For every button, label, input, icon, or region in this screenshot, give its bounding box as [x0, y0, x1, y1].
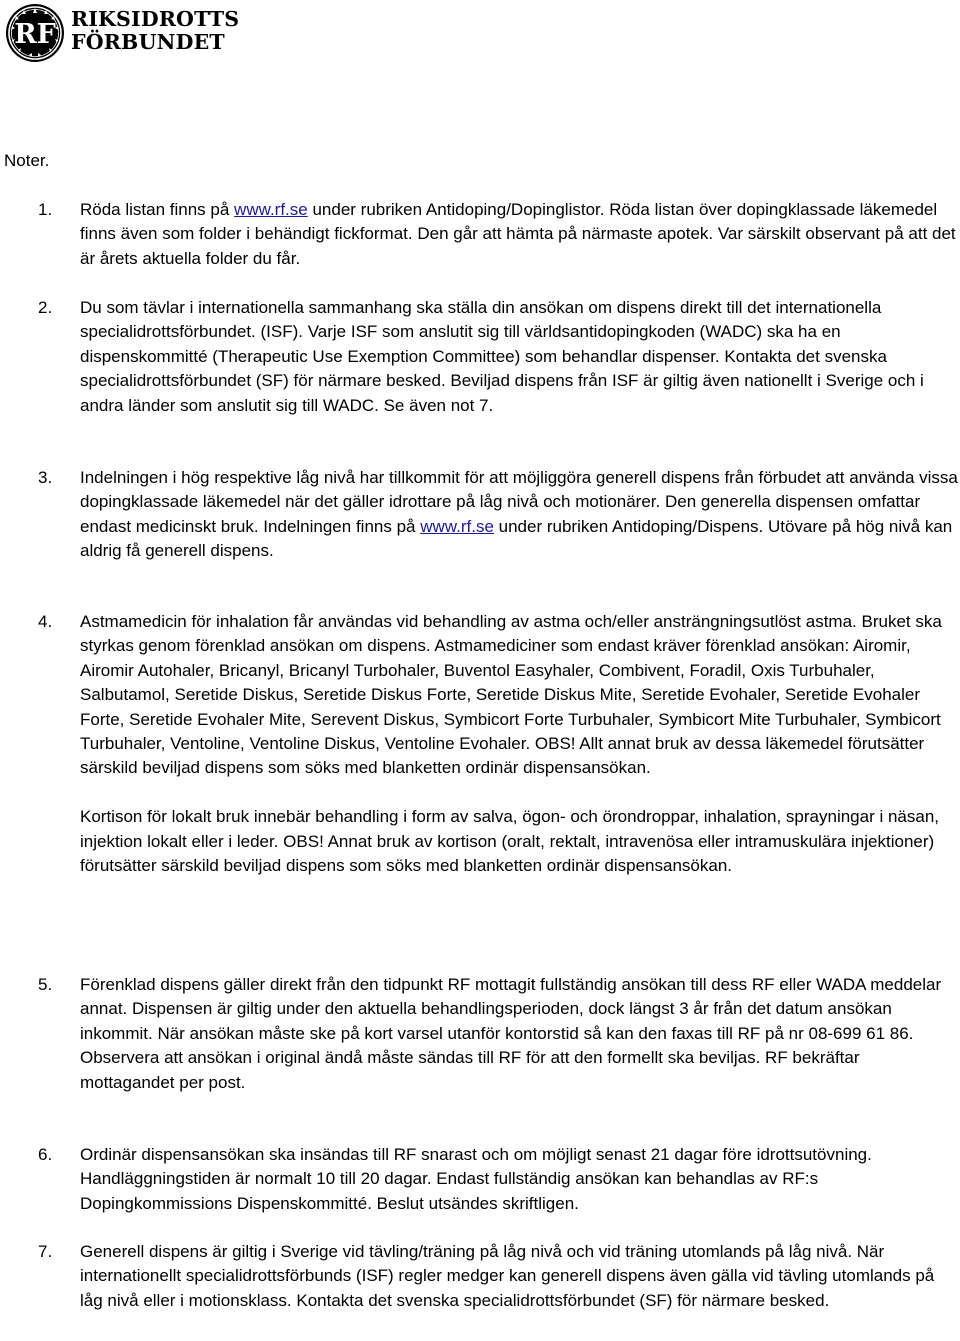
rf-website-link[interactable]: www.rf.se — [234, 200, 308, 219]
page-heading: Noter. — [4, 151, 50, 170]
note-number: 3. — [38, 468, 53, 487]
note-text: Ordinär dispensansökan ska insändas till RF snarast och om möjligt senast 21 dagar före idrottsutövning. Handläggningstiden är normalt 10 till 20 dagar. Endast fullständig ansökan kan behandlas av RF:s Dopingkommissions Dispenskommitté. Beslut utsändes skriftligen. — [80, 1145, 872, 1213]
notes-list — [38, 198, 958, 1310]
note-number: 1. — [38, 200, 53, 219]
note-text-cortisone: Kortison för lokalt bruk innebär behandling i form av salva, ögon- och örondroppar, inhalation, sprayningar i näsan, injektion lokalt eller i leder. OBS! Annat bruk av kortison (oralt, rektalt, intravenösa eller intramuskulära injektioner) förutsätter särskild beviljad dispens som söks med blanketten ordinär dispensansökan. — [80, 807, 940, 876]
note-number: 7. — [38, 1242, 53, 1261]
logo-line-2: FÖRBUNDET — [71, 30, 225, 54]
note-text: Röda listan finns på www.rf.se under rubriken Antidoping/Dopinglistor. Röda listan över dopingklassade läkemedel finns även som folder i behändigt fickformat. Den går att hämta på närmaste apotek. Var särskilt observant på att det är årets aktuella folder du får. — [80, 200, 956, 268]
note-text: Indelningen i hög respektive låg nivå har tillkommit för att möjliggöra generell dispens från förbudet att använda vissa dopingklassade läkemedel när det gäller idrottare på låg nivå och motionärer. Den generella dispensen omfattar endast medicinskt bruk. Indelningen finns på www.rf.se under rubriken Antidoping/Dispens. Utövare på hög nivå kan aldrig få generell dispens. — [80, 468, 958, 561]
note-4 — [38, 610, 958, 878]
note-2 — [38, 296, 958, 418]
note-text: Förenklad dispens gäller direkt från den tidpunkt RF mottagit fullständig ansökan till dess RF eller WADA meddelar annat. Dispensen är giltig under den aktuella behandlingsperioden, dock längst 3 år från det datum ansökan inkommit. När ansökan måste ske på kort varsel utanför kontorstid så kan den faxas till RF på nr 08-699 61 86. Observera att ansökan i original ändå måste sändas till RF för att den formellt ska beviljas. RF bekräftar mottagandet per post. — [80, 975, 942, 1092]
note-text: Du som tävlar i internationella sammanhang ska ställa din ansökan om dispens direkt till det internationella specialidrottsförbundet. (ISF). Varje ISF som anslutit sig till världsantidopingkoden (WADC) ska ha en dispenskommitté (Therapeutic Use Exemption Committee) som behandlar dispenser. Kontakta det svenska specialidrottsförbundet (SF) för närmare besked. Beviljad dispens från ISF är giltig även nationellt i Sverige och i andra länder som anslutit sig till WADC. Se även not 7. — [80, 298, 924, 415]
note-1 — [38, 198, 958, 271]
note-number: 6. — [38, 1145, 53, 1164]
riksidrottsforbundet-logo — [4, 2, 240, 64]
rf-emblem-icon — [4, 2, 66, 64]
note-text: Astmamedicin för inhalation får användas vid behandling av astma och/eller ansträngningsutlöst astma. Bruket ska styrkas genom förenklad ansökan om dispens. Astmamediciner som endast kräver förenklad ansökan: Airomir, Airomir Autohaler, Bricanyl, Bricanyl Turbohaler, Buventol Easyhaler, Combivent, Foradil, Oxis Turbuhaler, Salbutamol, Seretide Diskus, Seretide Diskus Forte, Seretide Diskus Mite, Seretide Evohaler, Seretide Evohaler Forte, Seretide Evohaler Mite, Serevent Diskus, Symbicort Forte Turbuhaler, Symbicort Mite Turbuhaler, Symbicort Turbuhaler, Ventoline, Ventoline Diskus, Ventoline Evohaler. OBS! Allt annat bruk av dessa läkemedel förutsätter särskild beviljad dispens som söks med blanketten ordinär dispensansökan. — [80, 612, 942, 778]
note-number: 2. — [38, 298, 53, 317]
note-number: 5. — [38, 975, 53, 994]
note-5 — [38, 973, 958, 1095]
emblem-initials: RF — [14, 19, 56, 50]
note-3 — [38, 466, 958, 564]
note-7 — [38, 1240, 958, 1313]
note-number: 4. — [38, 612, 53, 631]
rf-website-link[interactable]: www.rf.se — [420, 516, 494, 536]
logo-wordmark — [71, 8, 239, 54]
logo-line-1: RIKSIDROTTS — [71, 7, 240, 31]
note-6 — [38, 1143, 958, 1216]
note-text: Generell dispens är giltig i Sverige vid tävling/träning på låg nivå och vid träning utomlands på låg nivå. När internationellt specialidrottsförbunds (ISF) regler medger kan generell dispens även gälla vid tävling utomlands på låg nivå eller i motionsklass. Kontakta det svenska specialidrottsförbundet (SF) för närmare besked. — [80, 1242, 935, 1310]
